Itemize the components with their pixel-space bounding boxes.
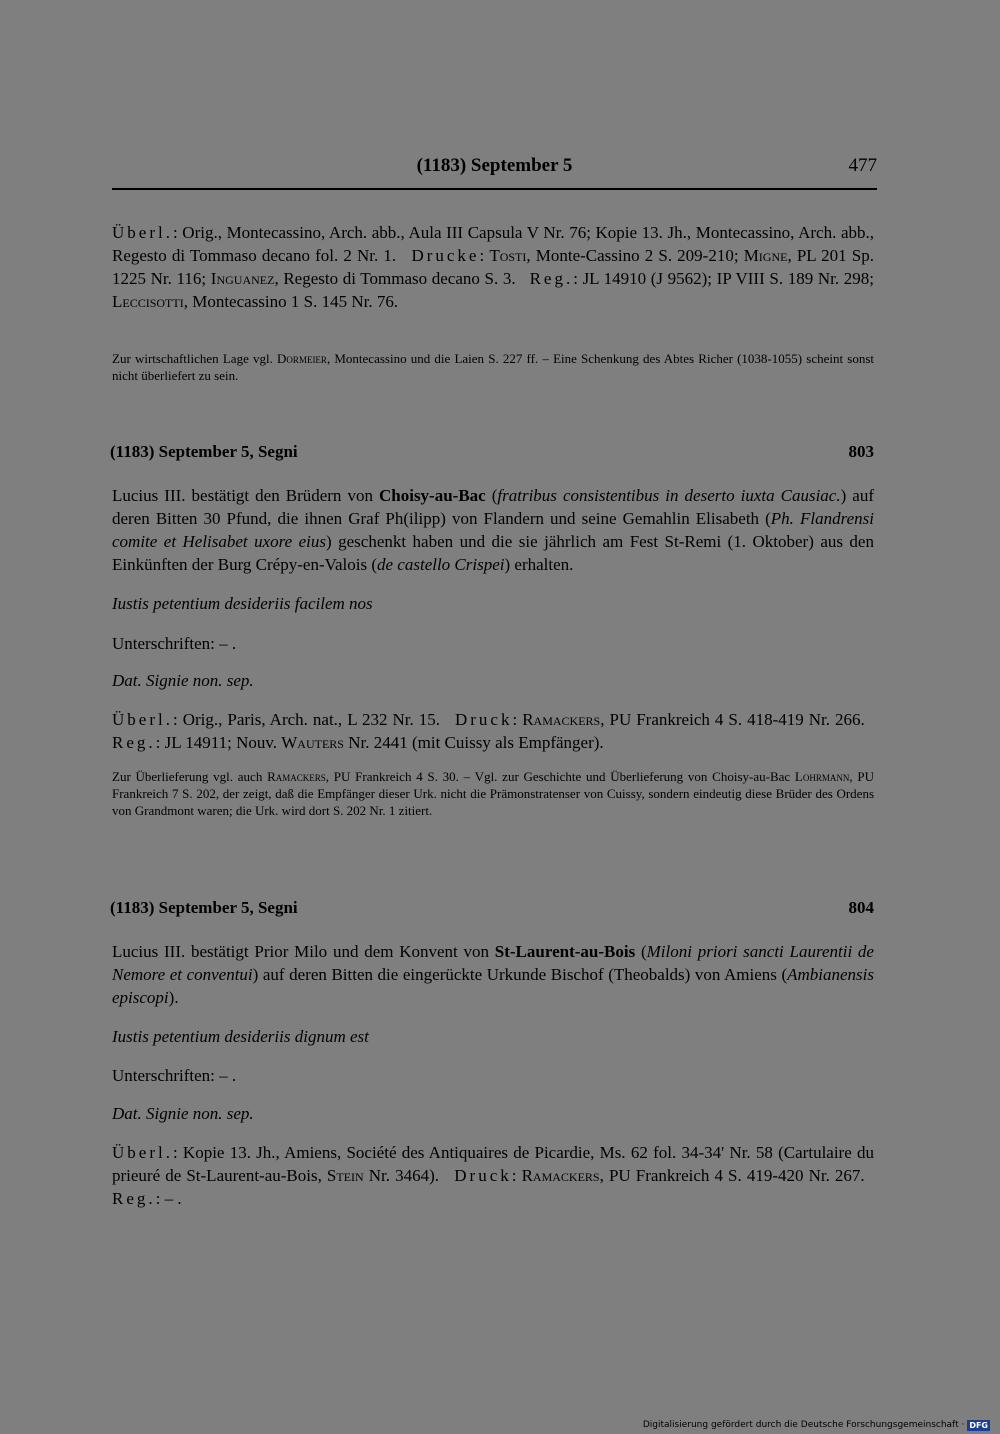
entry-804-transmission: Überl.: Kopie 13. Jh., Amiens, Société des Antiquaires de Picardie, Ms. 62 fol. 34-34' Nr. 58 (Cartulaire du prieuré de St-Laurent-au-Bois, Stein Nr. 3464). Druck: Ramackers, PU Frankreich 4 S. 419-420 Nr. 267. Reg.: – .	[112, 1143, 874, 1208]
running-head-title: (1183) September 5	[416, 155, 573, 176]
entry-803-note: Zur Überlieferung vgl. auch Ramackers, PU Frankreich 4 S. 30. – Vgl. zur Geschichte und Überlieferung von Choisy-au-Bac Lohrmann, PU Frankreich 7 S. 202, der zeigt, daß die Empfänger dieser Urk. nicht die Prämonstratenser von Cuissy, sondern eindeutig diese Brüder des Ordens von Grandmont waren; die Urk. wird dort S. 202 Nr. 1 zitiert.	[112, 769, 874, 818]
entry-803-incipit: Iustis petentium desideriis facilem nos	[112, 594, 373, 613]
entry-date-place: (1183) September 5, Segni	[110, 898, 298, 917]
footer-text: Digitalisierung gefördert durch die Deutsche Forschungsgemeinschaft ·	[642, 1420, 965, 1430]
reg-label: Reg.	[112, 1189, 156, 1208]
prev-entry-transmission: Überl.: Orig., Montecassino, Arch. abb., Aula III Capsula V Nr. 76; Kopie 13. Jh., Montecassino, Arch. abb., Regesto di Tommaso decano fol. 2 Nr. 1. Drucke: Tosti, Monte-Cassino 2 S. 209-210; Migne, PL 201 Sp. 1225 Nr. 116; Inguanez, Regesto di Tommaso decano S. 3. Reg.: JL 14910 (J 9562); IP VIII S. 189 Nr. 298; Leccisotti, Montecassino 1 S. 145 Nr. 76.	[112, 223, 874, 311]
entry-804-regest: Lucius III. bestätigt Prior Milo und dem Konvent von St-Laurent-au-Bois (Miloni priori sancti Laurentii de Nemore et conventui) auf deren Bitten die eingerückte Urkunde Bischof (Theobalds) von Amiens (Ambianensis episcopi).	[112, 942, 874, 1007]
reg-label: Reg.	[529, 269, 574, 288]
running-head	[112, 155, 877, 179]
ueberl-label: Überl.	[112, 223, 173, 242]
recipient-place: Choisy-au-Bac	[378, 486, 486, 505]
recipient-place: St-Laurent-au-Bois	[494, 942, 636, 961]
entry-804-dating: Dat. Signie non. sep.	[112, 1104, 254, 1123]
entry-date-place: (1183) September 5, Segni	[110, 442, 298, 461]
entry-803-regest: Lucius III. bestätigt den Brüdern von Choisy-au-Bac (fratribus consistentibus in deserto iuxta Causiac.) auf deren Bitten 30 Pfund, die ihnen Graf Ph(ilipp) von Flandern und seine Gemahlin Elisabeth (Ph. Flandrensi comite et Helisabet uxore eius) geschenkt haben und die sie jährlich am Fest St-Remi (1. Oktober) aus den Einkünften der Burg Crépy-en-Valois (de castello Crispei) erhalten.	[112, 486, 874, 574]
druck-label: Druck	[454, 1166, 512, 1185]
entry-803-dating: Dat. Signie non. sep.	[112, 671, 254, 690]
reg-label: Reg.	[112, 733, 156, 752]
prev-entry-note: Zur wirtschaftlichen Lage vgl. Dormeier, Montecassino und die Laien S. 227 ff. – Eine Schenkung des Abtes Richer (1038-1055) scheint sonst nicht überliefert zu sein.	[112, 351, 874, 383]
entry-number: 804	[848, 898, 874, 917]
header-rule	[112, 188, 877, 190]
entry-803-subscriptions: Unterschriften: – .	[112, 634, 237, 653]
funding-footer	[643, 1418, 990, 1432]
druck-label: Druck	[454, 710, 513, 729]
entry-803-transmission: Überl.: Orig., Paris, Arch. nat., L 232 Nr. 15. Druck: Ramackers, PU Frankreich 4 S. 418-419 Nr. 266. Reg.: JL 14911; Nouv. Wauters Nr. 2441 (mit Cuissy als Empfänger).	[112, 710, 865, 752]
entry-heading-803	[110, 442, 874, 464]
page-number: 477	[848, 155, 877, 176]
entry-804-subscriptions: Unterschriften: – .	[112, 1066, 237, 1085]
drucke-label: Drucke	[411, 246, 480, 265]
dfg-logo[interactable]: DFG	[969, 1420, 988, 1430]
entry-heading-804	[110, 898, 874, 920]
ueberl-label: Überl.	[112, 710, 173, 729]
entry-number: 803	[848, 442, 874, 461]
entry-804-incipit: Iustis petentium desideriis dignum est	[112, 1027, 369, 1046]
ueberl-label: Überl.	[112, 1143, 173, 1162]
